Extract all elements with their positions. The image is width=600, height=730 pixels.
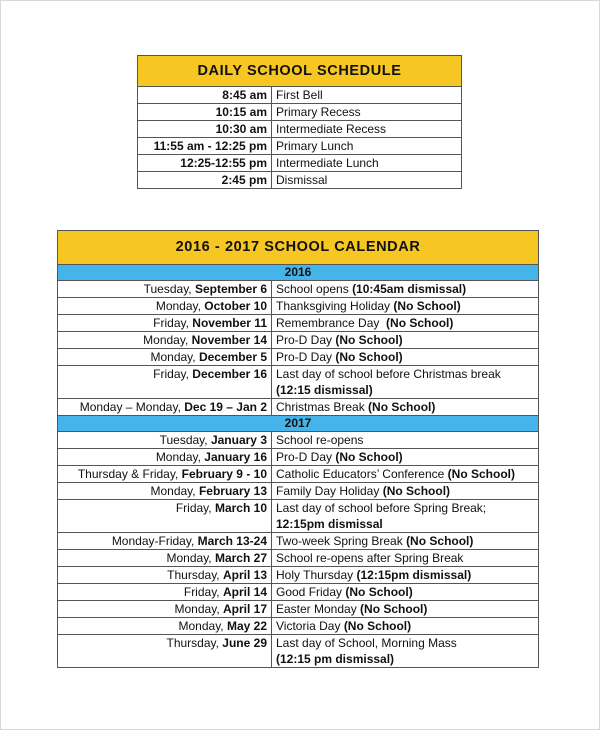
schedule-time: 10:30 am	[138, 121, 272, 138]
event-day: Friday,	[175, 501, 215, 515]
event-date: April 17	[222, 602, 267, 616]
schedule-event: Intermediate Lunch	[272, 155, 462, 172]
event-note: (No School)	[335, 333, 403, 347]
event-text: Thanksgiving Holiday	[276, 299, 394, 313]
schedule-event: First Bell	[272, 87, 462, 104]
table-row	[58, 550, 539, 567]
event-date: December 16	[192, 367, 267, 381]
event-day: Tuesday,	[159, 433, 211, 447]
table-row	[58, 298, 539, 315]
event-text: Victoria Day	[276, 619, 344, 633]
table-row	[58, 635, 539, 668]
event-day: Friday,	[153, 367, 193, 381]
schedule-event: Primary Lunch	[272, 138, 462, 155]
event-date: May 22	[226, 619, 267, 633]
event-date: March 13-24	[197, 534, 267, 548]
event-text: Pro-D Day	[276, 450, 336, 464]
table-row	[58, 349, 539, 366]
table-row	[58, 281, 539, 298]
event-note: (No School)	[335, 350, 403, 364]
event-day: Monday-Friday,	[111, 534, 198, 548]
daily-schedule-table	[137, 55, 462, 189]
event-text: Last day of school before Christmas break	[276, 367, 501, 381]
event-text: Good Friday	[276, 585, 346, 599]
daily-title-row	[138, 56, 462, 87]
event-date: April 13	[222, 568, 267, 582]
table-row	[138, 121, 462, 138]
event-date: January 16	[204, 450, 267, 464]
event-note: (12:15pm dismissal)	[356, 568, 472, 582]
event-date: February 13	[198, 484, 267, 498]
table-row	[58, 399, 539, 416]
calendar-title: 2016 - 2017 SCHOOL CALENDAR	[58, 231, 539, 265]
schedule-time: 10:15 am	[138, 104, 272, 121]
table-row	[58, 432, 539, 449]
event-text: Remembrance Day	[276, 316, 387, 330]
table-row	[58, 601, 539, 618]
event-note: (No School)	[406, 534, 474, 548]
event-text: Pro-D Day	[276, 350, 336, 364]
event-note: (No School)	[382, 484, 451, 498]
schedule-time: 12:25-12:55 pm	[138, 155, 272, 172]
event-note: (No School)	[335, 450, 403, 464]
year-header: 2017	[58, 416, 539, 432]
calendar-title-row	[58, 231, 539, 265]
table-row	[138, 104, 462, 121]
event-day: Monday,	[143, 333, 192, 347]
event-day: Monday,	[174, 602, 223, 616]
table-row	[58, 466, 539, 483]
event-text: Christmas Break	[276, 400, 369, 414]
table-row	[58, 500, 539, 533]
schedule-time: 2:45 pm	[138, 172, 272, 189]
event-note: (No School)	[386, 316, 454, 330]
event-date: March 10	[214, 501, 267, 515]
event-date: February 9 - 10	[181, 467, 267, 481]
schedule-event: Dismissal	[272, 172, 462, 189]
event-note: (No School)	[368, 400, 436, 414]
schedule-event: Primary Recess	[272, 104, 462, 121]
event-note: (No School)	[345, 585, 413, 599]
event-day: Monday,	[155, 450, 205, 464]
table-row	[58, 567, 539, 584]
schedule-event: Intermediate Recess	[272, 121, 462, 138]
event-day: Thursday,	[166, 636, 223, 650]
event-date: Dec 19 – Jan 2	[184, 400, 267, 414]
event-note: (12:15 dismissal)	[276, 383, 373, 397]
table-row	[58, 366, 539, 399]
table-row	[58, 332, 539, 349]
event-day: Monday,	[150, 350, 199, 364]
event-note: (No School)	[393, 299, 461, 313]
table-row	[58, 584, 539, 601]
table-row	[58, 315, 539, 332]
daily-schedule-title: DAILY SCHOOL SCHEDULE	[138, 56, 462, 87]
event-day: Friday,	[183, 585, 223, 599]
event-date: September 6	[194, 282, 267, 296]
event-note: (No School)	[447, 467, 515, 481]
event-date: December 5	[198, 350, 267, 364]
event-date: October 10	[204, 299, 267, 313]
event-date: June 29	[222, 636, 267, 650]
year-row-2017	[58, 416, 539, 432]
event-day: Monday,	[166, 551, 215, 565]
event-date: April 14	[222, 585, 267, 599]
event-text: Easter Monday	[276, 602, 361, 616]
event-day: Monday,	[178, 619, 227, 633]
event-text: School re-opens	[276, 433, 364, 447]
table-row	[138, 155, 462, 172]
table-row	[58, 449, 539, 466]
event-text: Pro-D Day	[276, 333, 336, 347]
event-day: Friday,	[153, 316, 193, 330]
event-text: Two-week Spring Break	[276, 534, 407, 548]
event-day: Monday – Monday,	[79, 400, 185, 414]
event-day: Thursday,	[167, 568, 223, 582]
table-row	[58, 618, 539, 635]
event-day: Monday,	[150, 484, 199, 498]
event-text: Catholic Educators’ Conference	[276, 467, 448, 481]
event-date: November 14	[191, 333, 267, 347]
event-note: (12:15 pm dismissal)	[276, 652, 395, 666]
table-row	[138, 172, 462, 189]
event-note: (No School)	[343, 619, 412, 633]
event-text: Last day of School, Morning Mass	[276, 636, 457, 650]
event-date: January 3	[210, 433, 267, 447]
event-day: Tuesday,	[143, 282, 195, 296]
event-text: School re-opens after Spring Break	[276, 551, 464, 565]
year-row-2016	[58, 265, 539, 281]
event-note: (No School)	[360, 602, 428, 616]
event-day: Thursday & Friday,	[77, 467, 182, 481]
table-row	[138, 138, 462, 155]
event-day: Monday,	[155, 299, 205, 313]
event-note: (10:45am dismissal)	[352, 282, 467, 296]
table-row	[138, 87, 462, 104]
school-calendar-table	[57, 230, 539, 668]
event-text: Holy Thursday	[276, 568, 357, 582]
table-row	[58, 533, 539, 550]
table-row	[58, 483, 539, 500]
event-text: Last day of school before Spring Break;	[276, 501, 487, 515]
schedule-time: 11:55 am - 12:25 pm	[138, 138, 272, 155]
event-text: Family Day Holiday	[276, 484, 383, 498]
schedule-time: 8:45 am	[138, 87, 272, 104]
year-header: 2016	[58, 265, 539, 281]
event-note: 12:15pm dismissal	[276, 517, 383, 531]
event-date: November 11	[192, 316, 267, 330]
event-date: March 27	[214, 551, 267, 565]
event-text: School opens	[276, 282, 353, 296]
